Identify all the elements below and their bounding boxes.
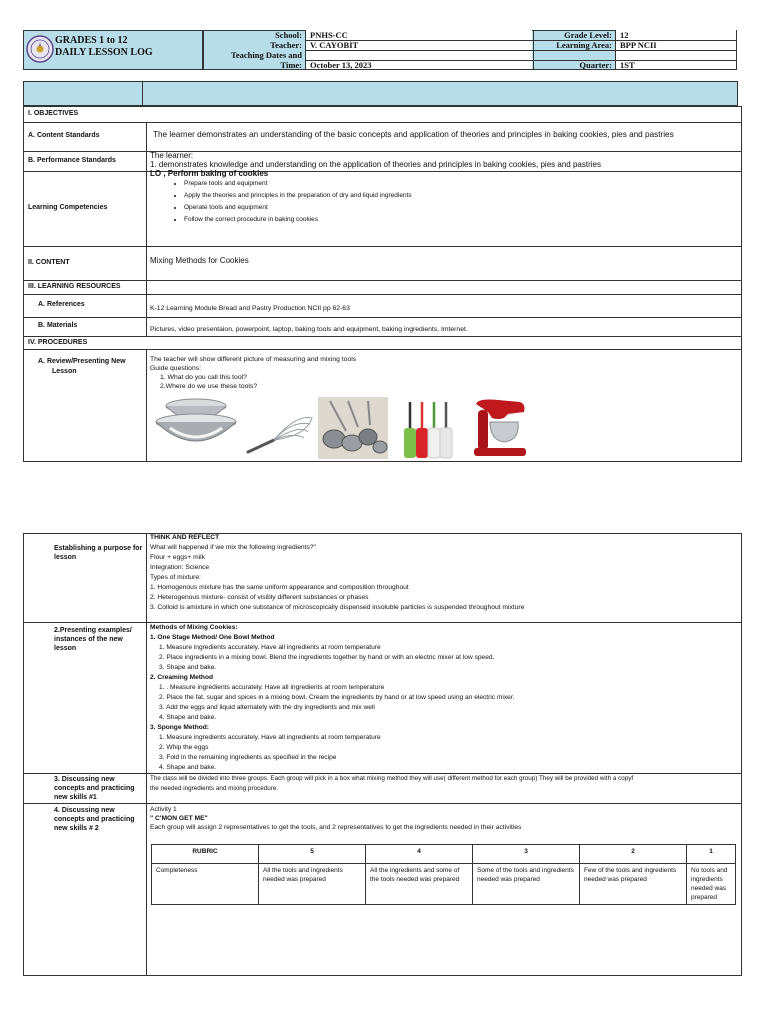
references-label: A. References bbox=[38, 301, 85, 308]
review-label: A. Review/Presenting New Lesson bbox=[38, 358, 126, 375]
dates-value: October 13, 2023 bbox=[306, 61, 532, 69]
rubric-header-cell: 2 bbox=[580, 845, 687, 864]
purpose-label: Establishing a purpose for lesson bbox=[54, 545, 143, 561]
materials-label: B. Materials bbox=[38, 322, 78, 329]
rubric-cell: Few of the tools and ingredients needed was prepared bbox=[580, 864, 687, 905]
dates-value-blank bbox=[306, 51, 532, 60]
performance-label: B. Performance Standards bbox=[28, 157, 116, 164]
examples-label: 2.Presenting examples/ instances of the new lesson bbox=[54, 627, 132, 652]
grade-label: Grade Level: bbox=[564, 30, 612, 40]
rubric-cell: Some of the tools and ingredients needed was prepared bbox=[473, 864, 580, 905]
discuss1-label: 3. Discussing new concepts and practicing new skills #1 bbox=[54, 776, 135, 801]
dates-label-2: Time: bbox=[280, 60, 302, 70]
rubric-cell: No tools and ingredients needed was prepared bbox=[687, 864, 736, 905]
rubric-cell: All the tools and ingredients needed was prepared bbox=[259, 864, 366, 905]
quarter-label: Quarter: bbox=[579, 60, 612, 70]
competency-item: • Operate tools and equipment bbox=[184, 202, 712, 214]
competency-item: • Prepare tools and equipment bbox=[184, 178, 712, 190]
dll-title-line2: DAILY LESSON LOG bbox=[55, 47, 153, 58]
measuring-cups-image bbox=[318, 397, 388, 459]
blank-value bbox=[616, 51, 736, 60]
dates-label-1: Teaching Dates and bbox=[230, 50, 302, 60]
rubric-header-cell: 4 bbox=[366, 845, 473, 864]
references-text: K-12 Learning Module Bread and Pastry Production NCII pp 62-63 bbox=[150, 305, 350, 312]
review-text: The teacher will show different picture of measuring and mixing tools Guide questions: 1. What do you call this tool? 2.Where do we use these tools? bbox=[150, 356, 357, 390]
competency-item: • Follow the correct procedure in baking cookies bbox=[184, 214, 712, 226]
competencies-list bbox=[152, 178, 712, 226]
materials-text: Pictures, video presentaion, powerpoint, laptop, baking tools and equipment, baking ingredients. Imternet. bbox=[150, 326, 468, 333]
dll-title bbox=[55, 35, 153, 59]
rubric-header-row bbox=[152, 845, 736, 864]
school-label: School: bbox=[275, 30, 302, 40]
rubric-header-cell: RUBRIC bbox=[152, 845, 259, 864]
rubric-cell: Completeness bbox=[152, 864, 259, 905]
spatulas-image bbox=[400, 400, 456, 460]
methods-text: Methods of Mixing Cookies: 1. One Stage Method/ One Bowl Method 1. Measure ingredients accurately. Have all ingredients at room temperature 2. Place ingredients in a mixing bowl. Blend the ingredients together by hand or with an electric mixer at low speed. 3. Shape and bake. 2. Creaming Method 1. . Measure ingredients accurately. Have all ingredients at room temperature 2. Place the fat, sugar and spices in a mixing bowl. Cream the ingredients by hand or at low speed using an electric mixer. 3. Add the eggs and liquid alternately with the dry ingredients and mix well 4. Shape and bake. 3. Sponge Method: 1. Measure ingredients accurately. Have all ingredients at room temperature 2. Whip the eggs 3. Fold in the remaining ingredients as specified in the recipe 4. Shape and bake. bbox=[150, 624, 515, 771]
content-standards-label: A. Content Standards bbox=[28, 132, 100, 139]
area-value: BPP NCII bbox=[616, 41, 736, 50]
content-label: II. CONTENT bbox=[28, 259, 70, 266]
discuss2-label: 4. Discussing new concepts and practicing new skills # 2 bbox=[54, 807, 135, 832]
discuss1-text: The class will be divided into three groups. Each group will pick in a box what mixing method they will use( different method for each group) They will be provided with a copyf the needed ingredients and mixing procedure. bbox=[150, 775, 634, 792]
rubric-header-cell: 3 bbox=[473, 845, 580, 864]
area-label: Learning Area: bbox=[556, 40, 612, 50]
content-standards-text: The learner demonstrates an understanding of the basic concepts and application of theories and principles in baking cookies, pies and pastries bbox=[153, 130, 674, 139]
competency-item: • Apply the theories and principles in the preparation of dry and liquid ingredients bbox=[184, 190, 712, 202]
procedures-label: IV. PROCEDURES bbox=[28, 339, 88, 346]
competencies-heading: LO , Perform baking of cookies bbox=[150, 169, 269, 178]
performance-line2: 1. demonstrates knowledge and understanding on the application of theories and principles in baking cookies, pies and pastries bbox=[150, 160, 601, 169]
rubric-table bbox=[151, 844, 736, 905]
stand-mixer-image bbox=[468, 396, 532, 458]
resources-label: III. LEARNING RESOURCES bbox=[28, 283, 121, 290]
grade-value: 12 bbox=[616, 30, 736, 40]
whisk-image bbox=[244, 410, 316, 456]
purpose-text: THINK AND REFLECT What will happened if we mix the following ingredients?" Flour + eggs+ milk Integration: Science Types of mixture: 1. Homogenous mixture has the same uniform appearance and composition throughout 2. Heterogenous mixture- consist of visibly different substances or phases 3. Colloid is amixture in which one substance of microscopically dispensed insoluble particles is suspended throughout mixture bbox=[150, 534, 525, 611]
school-value: PNHS-CC bbox=[306, 30, 532, 40]
table-row bbox=[152, 864, 736, 905]
content-text: Mixing Methods for Cookies bbox=[150, 256, 249, 265]
blue-band bbox=[23, 81, 738, 106]
teacher-label: Teacher: bbox=[270, 40, 302, 50]
rubric-cell: All the ingredients and some of the tools needed was prepared bbox=[366, 864, 473, 905]
performance-line1: The learner: bbox=[150, 151, 194, 160]
activity-text: Activity 1 " C'MON GET ME" Each group will assign 2 representatives to get the tools, and 2 representatives to get the ingredients needed in their activities bbox=[150, 806, 522, 831]
quarter-value: 1ST bbox=[616, 61, 736, 69]
teacher-value: V. CAYOBIT bbox=[306, 41, 532, 50]
competencies-label: Learning Competencies bbox=[28, 204, 108, 211]
deped-seal-icon bbox=[26, 33, 54, 65]
mixing-bowls-image bbox=[150, 396, 242, 460]
dll-title-line1: GRADES 1 to 12 bbox=[55, 35, 128, 46]
rubric-header-cell: 5 bbox=[259, 845, 366, 864]
rubric-header-cell: 1 bbox=[687, 845, 736, 864]
rubric-table-wrap bbox=[151, 844, 736, 905]
objectives-heading: I. OBJECTIVES bbox=[28, 110, 79, 117]
